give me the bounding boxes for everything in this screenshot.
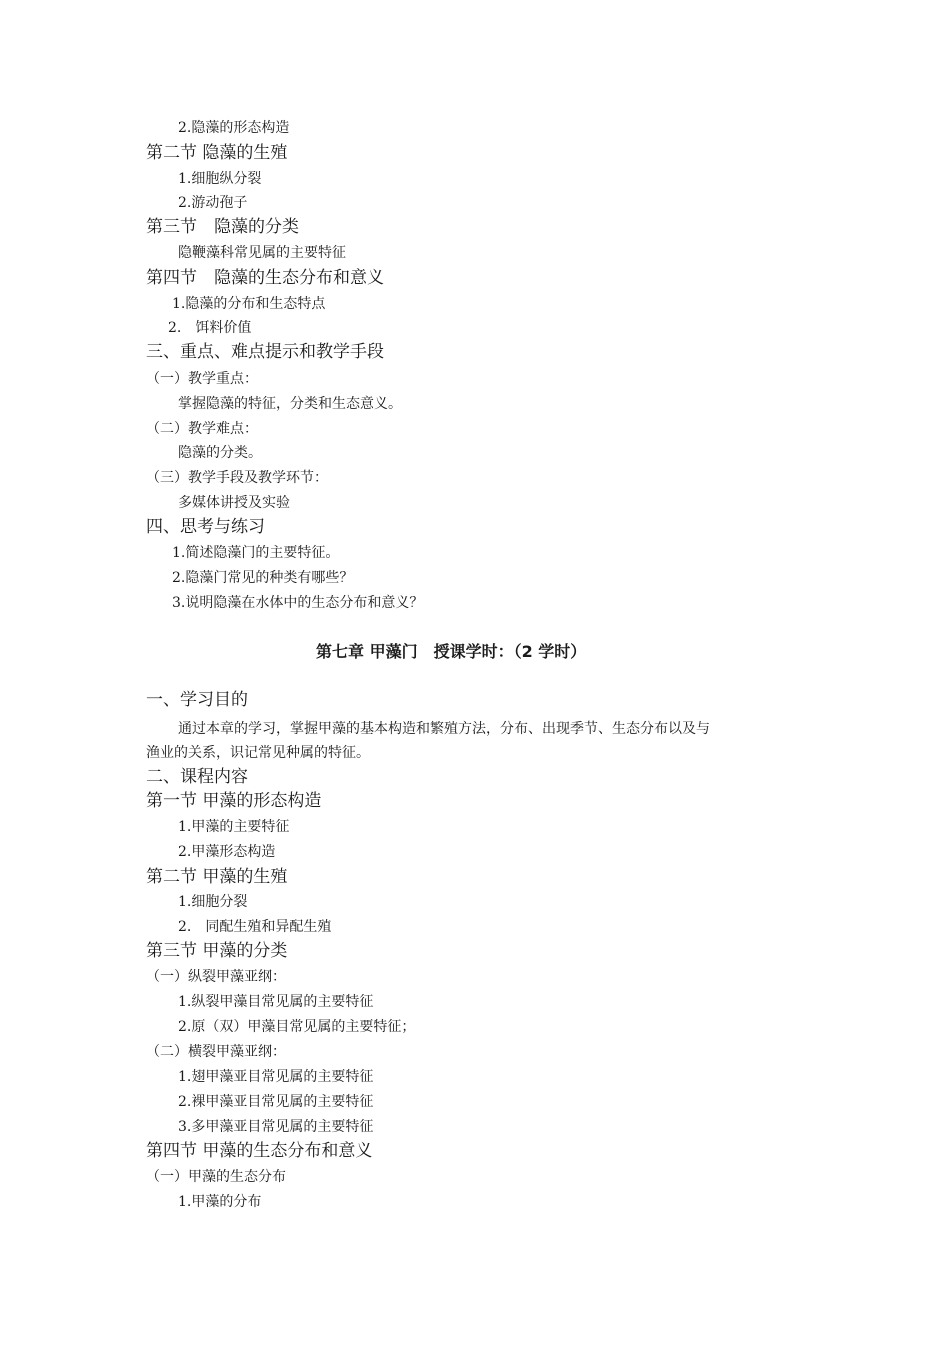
section-heading: 第一节 甲藻的形态构造: [146, 791, 322, 811]
list-item: 2.裸甲藻亚目常见属的主要特征: [178, 1094, 374, 1110]
list-item: 2.游动孢子: [178, 195, 248, 211]
subsection-label: （一）甲藻的生态分布: [146, 1169, 286, 1185]
section-heading: 三、重点、难点提示和教学手段: [146, 342, 384, 362]
list-item: 2.隐藻门常见的种类有哪些？: [172, 570, 354, 586]
subsection-label: （二）教学难点：: [146, 421, 258, 437]
list-item: 3.多甲藻亚目常见属的主要特征: [178, 1119, 374, 1135]
section-heading: 第三节 隐藻的分类: [146, 217, 299, 237]
section-heading: 第二节 甲藻的生殖: [146, 867, 288, 887]
list-item: 1.简述隐藻门的主要特征。: [172, 545, 340, 561]
list-item: 2. 同配生殖和异配生殖: [178, 919, 332, 935]
section-heading: 四、思考与练习: [146, 517, 265, 537]
subsection-label: （一）教学重点：: [146, 371, 258, 387]
list-item: 隐鞭藻科常见属的主要特征: [178, 245, 346, 261]
chapter-title: 第七章 甲藻门 授课学时：（2 学时）: [316, 642, 587, 661]
list-item: 1.甲藻的主要特征: [178, 819, 290, 835]
list-item: 1.隐藻的分布和生态特点: [172, 296, 326, 312]
list-item: 1.纵裂甲藻目常见属的主要特征: [178, 994, 374, 1010]
body-text: 通过本章的学习，掌握甲藻的基本构造和繁殖方法，分布、出现季节、生态分布以及与: [178, 721, 710, 737]
list-item: 2.原（双）甲藻目常见属的主要特征；: [178, 1019, 416, 1035]
section-heading: 第四节 甲藻的生态分布和意义: [146, 1141, 373, 1161]
list-item: 2. 饵料价值: [168, 320, 252, 336]
body-text: 渔业的关系，识记常见种属的特征。: [146, 745, 370, 761]
list-item: 2.甲藻形态构造: [178, 844, 276, 860]
body-text: 多媒体讲授及实验: [178, 495, 290, 511]
section-heading: 第二节 隐藻的生殖: [146, 143, 288, 163]
section-heading: 二、课程内容: [146, 767, 248, 787]
section-heading: 第三节 甲藻的分类: [146, 941, 288, 961]
body-text: 掌握隐藻的特征，分类和生态意义。: [178, 396, 402, 412]
list-item: 2.隐藻的形态构造: [178, 120, 290, 136]
section-heading: 第四节 隐藻的生态分布和意义: [146, 268, 384, 288]
subsection-label: （一）纵裂甲藻亚纲：: [146, 969, 286, 985]
body-text: 隐藻的分类。: [178, 445, 262, 461]
list-item: 1.甲藻的分布: [178, 1194, 262, 1210]
list-item: 3.说明隐藻在水体中的生态分布和意义？: [172, 595, 424, 611]
list-item: 1.细胞分裂: [178, 894, 248, 910]
subsection-label: （二）横裂甲藻亚纲：: [146, 1044, 286, 1060]
subsection-label: （三）教学手段及教学环节：: [146, 470, 328, 486]
list-item: 1.细胞纵分裂: [178, 171, 262, 187]
list-item: 1.翅甲藻亚目常见属的主要特征: [178, 1069, 374, 1085]
section-heading: 一、学习目的: [146, 690, 248, 710]
